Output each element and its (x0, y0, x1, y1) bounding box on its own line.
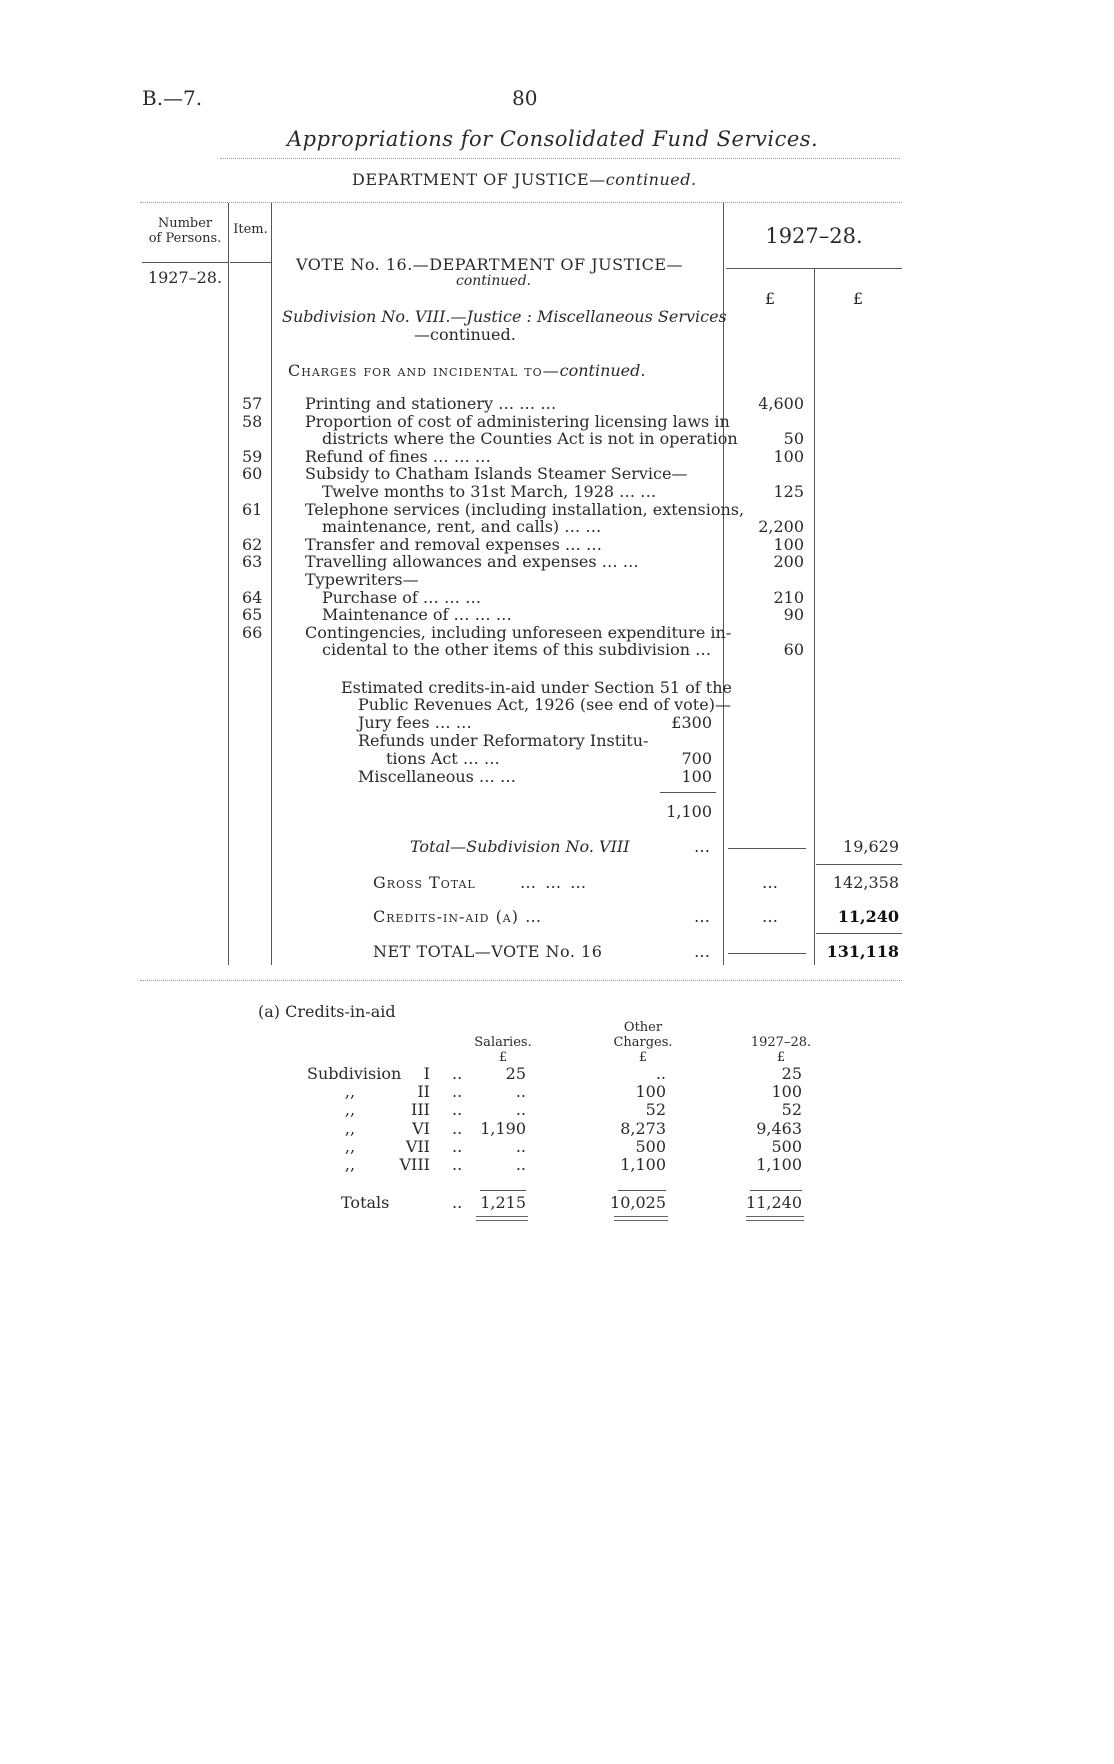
footnote-row-roman: VII (405, 1136, 430, 1156)
net-total-dots: … (694, 942, 710, 961)
pound-column-2: £ (852, 289, 864, 308)
item-amount: 50 (783, 429, 804, 449)
footnote-row-total: 1,100 (756, 1155, 802, 1174)
subdivision-total-amount: 19,629 (843, 837, 899, 856)
footnote-row-dots: .. (452, 1118, 463, 1138)
footnote-row-total: 52 (781, 1100, 802, 1120)
persons-year-header: 1927–28. (147, 268, 223, 287)
footnote-row-other: 52 (645, 1100, 666, 1120)
footnote-year-header: 1927–28. (750, 1035, 812, 1050)
item-number: 65 (242, 605, 263, 625)
footnote-row-other: .. (655, 1064, 666, 1083)
item-number: 59 (242, 446, 263, 466)
footnote-row-other: 1,100 (620, 1155, 666, 1174)
item-amount: 125 (773, 482, 804, 501)
item-description-line: Travelling allowances and expenses … … (305, 552, 639, 572)
item-amount: 4,600 (758, 394, 804, 413)
footnote-row-roman: II (417, 1082, 430, 1102)
footnote-row-salaries: 1,190 (480, 1118, 526, 1138)
gross-total-amount: 142,358 (832, 873, 899, 892)
subdivision-total-label: Total—Subdivision No. VIII (410, 837, 630, 856)
footnote-title: (a) Credits-in-aid (258, 1002, 396, 1021)
item-number: 61 (242, 499, 263, 519)
item-description-line: Refund of fines … … … (305, 446, 491, 466)
footnote-row-other: 500 (635, 1136, 666, 1156)
footnote-row-total: 100 (771, 1082, 802, 1102)
footnote-row-roman: VIII (399, 1155, 430, 1174)
footnote-row-total: 25 (781, 1064, 802, 1083)
footnote-row-other: 8,273 (620, 1118, 666, 1138)
footnote-row-dots: .. (452, 1082, 463, 1102)
footnote-row-prefix: ,, (344, 1136, 356, 1156)
footnote-row-salaries: .. (515, 1136, 526, 1156)
footnote-pound-salaries: £ (498, 1050, 508, 1065)
subdivision-heading: Subdivision No. VIII.—Justice : Miscellaneous Services (282, 307, 727, 326)
pound-column-1: £ (764, 289, 776, 308)
item-number: 64 (242, 587, 263, 607)
item-number: 66 (242, 622, 263, 642)
net-total-amount: 131,118 (826, 942, 899, 961)
footnote-row-dots: .. (452, 1100, 463, 1120)
footnote-totals-year: 11,240 (746, 1193, 802, 1212)
subdivision-total-dots: … (694, 837, 710, 856)
credits-estimate-total: 1,100 (666, 802, 712, 821)
credits-in-aid-amount: 11,240 (837, 907, 899, 926)
footnote-row-dots: .. (452, 1155, 463, 1174)
footnote-row-roman: VI (412, 1118, 430, 1138)
item-description-line: cidental to the other items of this subdivision … (322, 640, 712, 660)
item-amount: 2,200 (758, 517, 804, 537)
footnote-row-roman: III (411, 1100, 430, 1120)
footnote-row-other: 100 (635, 1082, 666, 1102)
footnote-row-total: 500 (771, 1136, 802, 1156)
credits-estimate-intro-2: Public Revenues Act, 1926 (see end of vote)— (358, 695, 731, 714)
footnote-row-salaries: 25 (505, 1064, 526, 1083)
item-number: 63 (242, 552, 263, 572)
number-of-persons-header: Number of Persons. (148, 216, 222, 246)
item-description-line: Printing and stationery … … … (305, 394, 557, 413)
vote-title-continued: continued. (456, 273, 532, 289)
item-description-line: Twelve months to 31st March, 1928 … … (322, 482, 657, 501)
footnote-other-header-2: Charges. (613, 1035, 673, 1050)
document-reference: B.—7. (142, 86, 203, 110)
footnote-row-prefix: ,, (344, 1082, 356, 1102)
item-number: 60 (242, 464, 263, 484)
item-amount: 100 (773, 534, 804, 554)
jury-fees-label: Jury fees … … (358, 713, 472, 732)
footnote-row-salaries: .. (515, 1100, 526, 1120)
item-description-line: districts where the Counties Act is not in operation (322, 429, 738, 449)
footnote-row-prefix: ,, (344, 1100, 356, 1120)
refunds-label-2: tions Act … … (386, 749, 500, 768)
item-number: 58 (242, 411, 263, 431)
item-amount: 200 (773, 552, 804, 572)
item-number: 62 (242, 534, 263, 554)
footnote-row-dots: .. (452, 1064, 463, 1083)
page-title: Appropriations for Consolidated Fund Services. (287, 127, 819, 151)
credits-in-aid-label: Credits-in-aid (a) … (373, 907, 543, 926)
item-amount: 90 (783, 605, 804, 625)
credits-in-aid-dots: … (694, 907, 710, 926)
item-description-line: Subsidy to Chatham Islands Steamer Service— (305, 464, 688, 484)
item-description-line: maintenance, rent, and calls) … … (322, 517, 602, 537)
item-description-line: Maintenance of … … … (322, 605, 512, 625)
item-header: Item. (233, 222, 268, 237)
gross-total-label: Gross Total (373, 873, 476, 892)
footnote-row-dots: .. (452, 1136, 463, 1156)
item-amount: 60 (783, 640, 804, 660)
page-number: 80 (512, 86, 538, 110)
item-number: 57 (242, 394, 263, 413)
miscellaneous-amount: 100 (681, 767, 712, 786)
footnote-totals-dots: .. (452, 1193, 463, 1212)
footnote-row-total: 9,463 (756, 1118, 802, 1138)
footnote-totals-label: Totals (341, 1193, 390, 1212)
footnote-row-prefix: ,, (344, 1155, 356, 1174)
item-description-line: Typewriters— (305, 570, 419, 589)
net-total-label: NET TOTAL—VOTE No. 16 (373, 942, 603, 961)
refunds-label: Refunds under Reformatory Institu- (358, 731, 649, 750)
charges-heading: Charges for and incidental to—continued. (288, 361, 646, 380)
item-description-line: Telephone services (including installation, extensions, (305, 499, 745, 519)
year-header: 1927–28. (765, 224, 863, 248)
footnote-row-salaries: .. (515, 1082, 526, 1102)
footnote-pound-year: £ (776, 1050, 786, 1065)
footnote-row-prefix: Subdivision (307, 1064, 402, 1083)
item-description-line: Proportion of cost of administering licensing laws in (305, 411, 730, 431)
footnote-row-salaries: .. (515, 1155, 526, 1174)
footnote-other-header-1: Other (623, 1020, 663, 1035)
credits-estimate-intro: Estimated credits-in-aid under Section 51 of the (341, 678, 732, 697)
subdivision-heading-continued: —continued. (414, 325, 516, 344)
vote-title: VOTE No. 16.—DEPARTMENT OF JUSTICE— (296, 255, 683, 274)
item-amount: 210 (773, 587, 804, 607)
footnote-salaries-header: Salaries. (474, 1035, 532, 1050)
credits-in-aid-mid-dots: … (762, 907, 778, 926)
footnote-row-prefix: ,, (344, 1118, 356, 1138)
jury-fees-amount: £300 (671, 713, 712, 732)
footnote-pound-other: £ (638, 1050, 648, 1065)
item-description-line: Contingencies, including unforeseen expenditure in- (305, 622, 732, 642)
footnote-totals-other: 10,025 (610, 1193, 666, 1212)
gross-total-mid-dots: … (762, 873, 778, 892)
item-amount: 100 (773, 446, 804, 466)
footnote-totals-salaries: 1,215 (480, 1193, 526, 1212)
refunds-amount: 700 (681, 749, 712, 768)
miscellaneous-label: Miscellaneous … … (358, 767, 517, 786)
footnote-row-roman: I (423, 1064, 430, 1083)
gross-total-dots: … … … (520, 873, 589, 892)
item-description-line: Transfer and removal expenses … … (305, 534, 602, 554)
item-description-line: Purchase of … … … (322, 587, 482, 607)
department-heading: DEPARTMENT OF JUSTICE—continued. (352, 170, 697, 189)
